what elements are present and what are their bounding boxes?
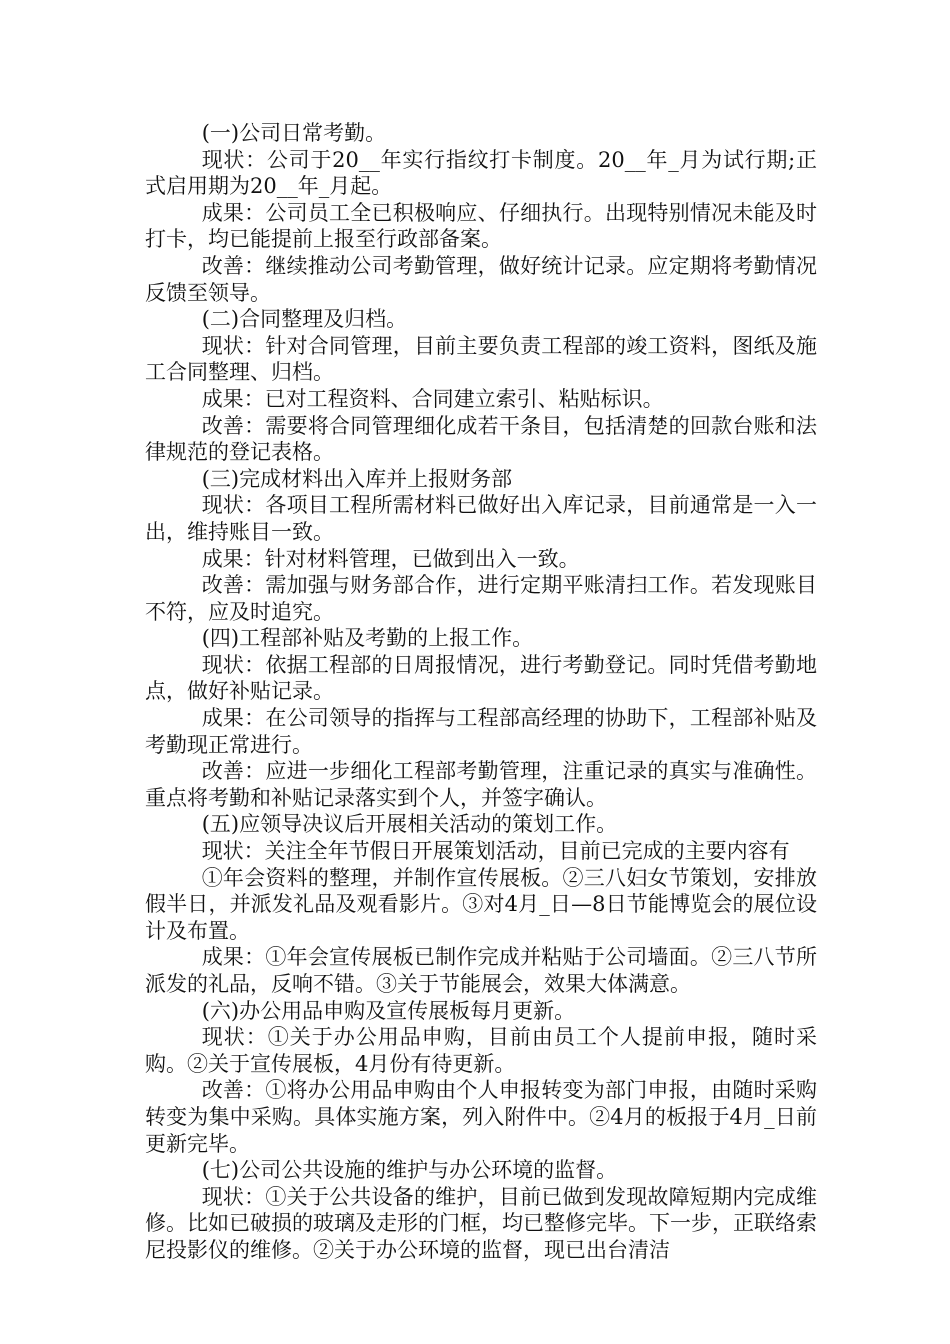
paragraph-result: 成果：已对工程资料、合同建立索引、粘贴标识。 [201,386,664,411]
section-heading-3: (三)完成材料出入库并上报财务部 [201,466,513,491]
paragraph-status: 现状：①关于公共设备的维护，目前已做到发现故障短期内完成维修。比如已破损的玻璃及走形的门框，均已整修完毕。下一步，正联络索尼投影仪的维修。②关于办公环境的监督，现已出台清洁 [145,1184,817,1262]
paragraph-improvement: 改善：需加强与财务部合作，进行定期平账清扫工作。若发现账目不符，应及时追究。 [145,573,817,624]
paragraph-status: 现状：关注全年节假日开展策划活动，目前已完成的主要内容有 [201,839,790,864]
document-body [145,120,817,1264]
section-heading-4: (四)工程部补贴及考勤的上报工作。 [201,626,534,651]
paragraph-status: 现状：针对合同管理，目前主要负责工程部的竣工资料，图纸及施工合同整理、归档。 [145,333,817,385]
paragraph-result: 成果：①年会宣传展板已制作完成并粘贴于公司墙面。②三八节所派发的礼品，反响不错。③关于节能展会，效果大体满意。 [145,945,817,996]
paragraph-result: 成果：公司员工全已积极响应、仔细执行。出现特别情况未能及时打卡，均已能提前上报至行政部备案。 [145,200,817,252]
paragraph-improvement: 改善：①将办公用品申购由个人申报转变为部门申报，由随时采购转变为集中采购。具体实施方案，列入附件中。②4月的板报于4月_日前更新完毕。 [145,1078,817,1156]
section-heading-5: (五)应领导决议后开展相关活动的策划工作。 [201,812,618,837]
paragraph-status: 现状：依据工程部的日周报情况，进行考勤登记。同时凭借考勤地点，做好补贴记录。 [145,652,817,704]
paragraph-status: 现状：公司于20__年实行指纹打卡制度。20__年_月为试行期;正式启用期为20__年_月起。 [145,147,817,199]
paragraph-status: 现状：各项目工程所需材料已做好出入库记录，目前通常是一入一出，维持账目一致。 [145,493,817,544]
paragraph-result: 成果：针对材料管理，已做到出入一致。 [201,546,580,571]
paragraph-improvement: 改善：应进一步细化工程部考勤管理，注重记录的真实与准确性。重点将考勤和补贴记录落实到个人，并签字确认。 [145,759,817,810]
section-heading-1: (一)公司日常考勤。 [201,121,387,145]
paragraph-list: ①年会资料的整理，并制作宣传展板。②三八妇女节策划，安排放假半日，并派发礼品及观看影片。③对4月_日—8日节能博览会的展位设计及布置。 [145,865,817,943]
section-heading-6: (六)办公用品申购及宣传展板每月更新。 [201,998,576,1023]
section-heading-2: (二)合同整理及归档。 [201,307,408,332]
paragraph-improvement: 改善：继续推动公司考勤管理，做好统计记录。应定期将考勤情况反馈至领导。 [145,253,817,305]
paragraph-result: 成果：在公司领导的指挥与工程部高经理的协助下，工程部补贴及考勤现正常进行。 [145,706,817,757]
paragraph-improvement: 改善：需要将合同管理细化成若干条目，包括清楚的回款台账和法律规范的登记表格。 [145,413,817,465]
section-heading-7: (七)公司公共设施的维护与办公环境的监督。 [201,1158,618,1183]
paragraph-status: 现状：①关于办公用品申购，目前由员工个人提前申报，随时采购。②关于宣传展板，4月份有待更新。 [145,1025,817,1076]
